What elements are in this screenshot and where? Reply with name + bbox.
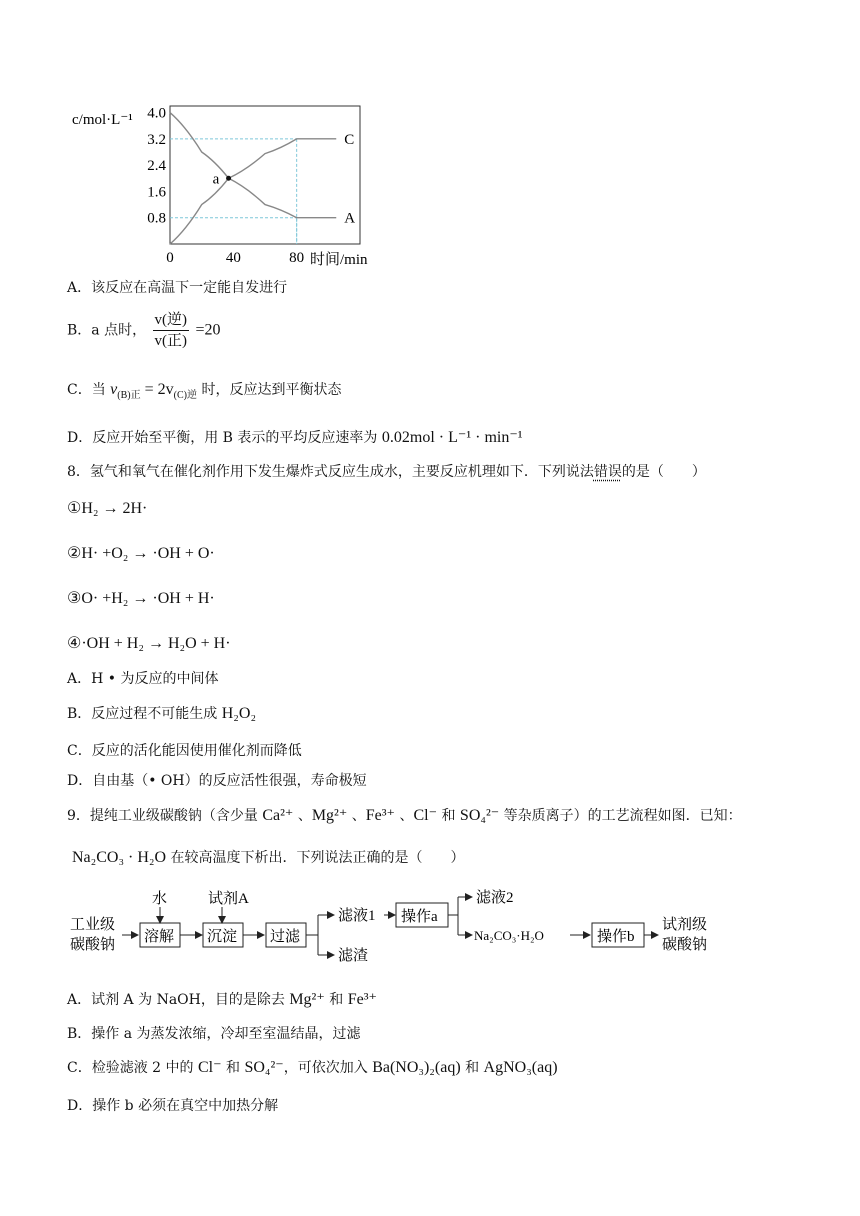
q7-option-b [67, 310, 221, 351]
ion-ca: Ca²⁺ [262, 807, 294, 824]
series-line-A [170, 113, 336, 218]
rate-b: $v_{(B)正} = 2v_{(C)逆}$ [110, 381, 197, 402]
filter-label: 过滤 [270, 929, 301, 945]
q8-stem-tail: 的是（ ） [621, 464, 706, 480]
x-tick-label-1: 40 [225, 250, 241, 266]
q8-stem-emphasis: 错误 [593, 464, 622, 480]
dissolve-label: 溶解 [144, 929, 175, 945]
ion-cl: Cl⁻ [413, 807, 438, 824]
q9-option-c: C．检验滤液 2 中的 Cl⁻ 和 SO₄²⁻，可依次加入 Ba(NO₃)₂(aq) 和 AgNO₃(aq) [67, 1059, 558, 1076]
residue-label: 滤渣 [338, 948, 369, 964]
ion-so4: SO₄²⁻ [459, 807, 500, 824]
series-label-A: A [344, 210, 356, 227]
ion-mg-a: Mg²⁺ [289, 991, 325, 1008]
ion-fe: Fe³⁺ [365, 807, 395, 824]
q7-option-a: A．该反应在高温下一定能自发进行 [67, 280, 288, 296]
plot-frame [170, 106, 360, 244]
product-line2: 碳酸钠 [662, 937, 708, 953]
rate-ratio-fraction [153, 310, 190, 351]
q8-stem-text: 8．氢气和氧气在催化剂作用下发生爆炸式反应生成水，主要反应机理如下．下列说法 [67, 464, 594, 480]
raw-material-line2: 碳酸钠 [70, 937, 116, 953]
q9-option-b: B．操作 a 为蒸发浓缩，冷却至室温结晶，过滤 [67, 1026, 361, 1042]
ion-mg: Mg²⁺ [311, 807, 348, 824]
product-line1: 试剂级 [662, 917, 708, 933]
hydrogen-peroxide-formula: H₂O₂ [221, 705, 257, 722]
x-tick-label-0: 0 [166, 250, 174, 266]
mechanism-step-3: ③O· +H₂ → ·OH + H· [67, 590, 215, 607]
op-a-label: 操作a [401, 909, 438, 925]
mechanism-step-2: ②H· +O₂ → ·OH + O· [67, 545, 215, 562]
mechanism-step-4: ④·OH + H₂ → H₂O + H· [67, 635, 231, 652]
rate-ratio-value: =20 [195, 321, 221, 339]
q8-option-b [67, 704, 256, 724]
reagent-barium-nitrate: Ba(NO₃)₂(aq) [372, 1059, 461, 1076]
op-b-label: 操作b [597, 929, 635, 945]
hydrate-label: Na₂CO₃·H₂O [474, 928, 544, 943]
q7-option-c-suffix: 时，反应达到平衡状态 [197, 382, 342, 398]
process-flow-diagram [66, 885, 756, 965]
y-tick-label-0: 4.0 [147, 105, 166, 122]
q8-stem [67, 462, 706, 482]
rate-ratio-numerator: v(逆) [153, 310, 190, 331]
intersection-label: a [212, 171, 220, 188]
q8-option-d: D．自由基（• OH）的反应活性很强，寿命极短 [67, 773, 367, 789]
ion-cl-c: Cl⁻ [197, 1059, 222, 1076]
q8-option-b-prefix: B．反应过程不可能生成 [67, 706, 222, 722]
y-tick-label-3: 1.6 [147, 184, 166, 201]
x-tick-label-2: 80 [289, 250, 305, 266]
q7-option-c [67, 380, 341, 406]
y-tick-label-2: 2.4 [147, 158, 166, 175]
reagent-a-label: 试剂A [208, 891, 249, 907]
ion-so4-c: SO₄²⁻ [244, 1059, 284, 1076]
y-tick-label-1: 3.2 [147, 131, 166, 148]
ion-fe-a: Fe³⁺ [347, 991, 377, 1008]
q9-option-d: D．操作 b 必须在真空中加热分解 [67, 1098, 279, 1114]
intersection-point [226, 176, 231, 181]
q9-stem-line-1: 9．提纯工业级碳酸钠（含少量 Ca²⁺ 、Mg²⁺ 、Fe³⁺ 、Cl⁻ 和 SO₄²⁻ 等杂质离子）的工艺流程如图．已知： [67, 807, 742, 824]
hydrate-formula: Na₂CO₃ · H₂O [72, 849, 167, 866]
q7-option-b-prefix: B．a 点时， [67, 322, 147, 339]
avg-rate-value: 0.02mol · L⁻¹ · min⁻¹ [381, 429, 523, 446]
reagent-silver-nitrate: AgNO₃(aq) [483, 1059, 558, 1076]
series-label-C: C [344, 131, 355, 148]
q7-option-d [67, 428, 523, 448]
q9-option-a: A．试剂 A 为 NaOH，目的是除去 Mg²⁺ 和 Fe³⁺ [67, 991, 377, 1008]
water-label: 水 [152, 891, 168, 907]
rate-ratio-denominator: v(正) [154, 333, 188, 349]
precipitate-label: 沉淀 [207, 929, 238, 945]
raw-material-line1: 工业级 [70, 917, 116, 933]
mechanism-step-1: ①H₂ → 2H· [67, 500, 148, 517]
y-axis-label: c/mol·L⁻¹ [72, 112, 133, 128]
filtrate1-label: 滤液1 [338, 908, 376, 924]
x-axis-label: 时间/min [310, 252, 368, 268]
q7-option-c-prefix: C．当 [67, 382, 111, 398]
q8-option-c: C．反应的活化能因使用催化剂而降低 [67, 743, 302, 759]
filtrate2-label: 滤液2 [476, 890, 514, 906]
y-tick-label-4: 0.8 [147, 210, 166, 227]
series-line-C [170, 139, 336, 244]
concentration-time-chart [60, 100, 390, 270]
q9-stem-line-2: Na₂CO₃ · H₂O 在较高温度下析出．下列说法正确的是（ ） [72, 849, 465, 866]
q7-option-d-prefix: D．反应开始至平衡，用 B 表示的平均反应速率为 [67, 430, 382, 446]
q8-option-a: A．H • 为反应的中间体 [67, 671, 219, 687]
